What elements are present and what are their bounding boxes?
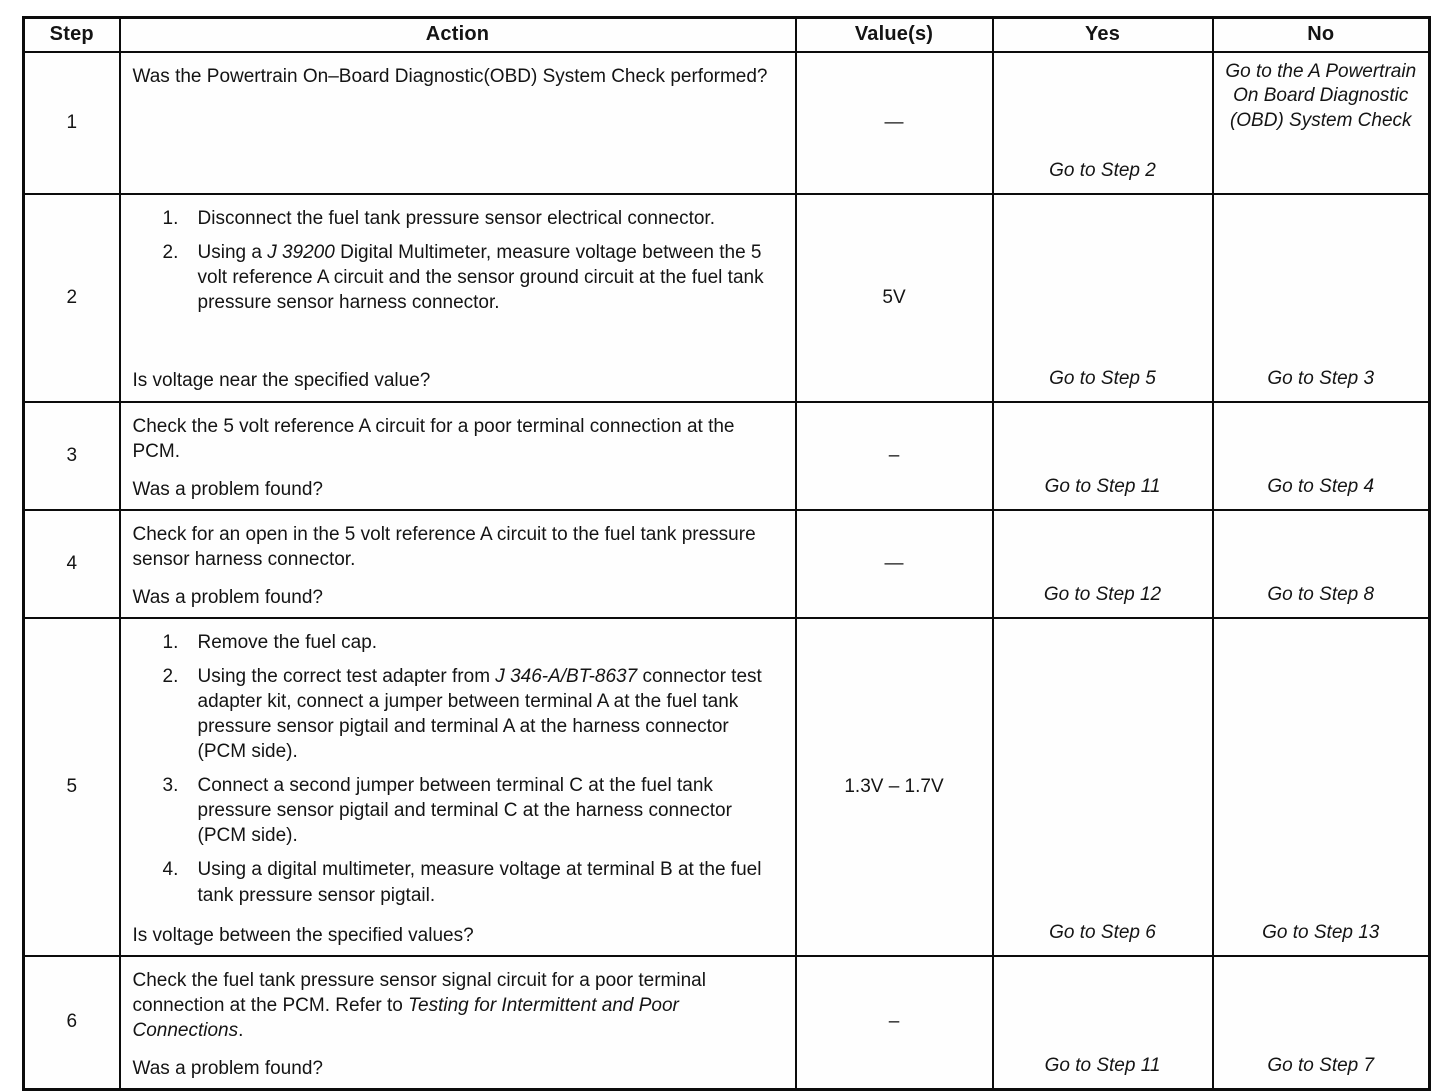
yes-cell: Go to Step 11 xyxy=(993,956,1213,1090)
action-cell xyxy=(120,510,796,618)
step-number-cell: 3 xyxy=(24,402,120,510)
yes-cell: Go to Step 5 xyxy=(993,194,1213,402)
no-cell: Go to Step 13 xyxy=(1213,618,1430,956)
step-number-cell: 6 xyxy=(24,956,120,1090)
step-row xyxy=(24,194,1430,402)
action-paragraph xyxy=(133,414,781,464)
step-number-cell: 5 xyxy=(24,618,120,956)
page xyxy=(22,16,1432,1091)
step-row xyxy=(24,510,1430,618)
list-item-text xyxy=(198,857,781,907)
step-row xyxy=(24,402,1430,510)
action-question: Was a problem found? xyxy=(132,478,323,500)
action-cell xyxy=(120,402,796,510)
value-cell: — xyxy=(796,52,993,194)
yes-cell: Go to Step 11 xyxy=(993,402,1213,510)
value-cell: 1.3V – 1.7V xyxy=(796,618,993,956)
column-header-step: Step xyxy=(24,18,120,52)
text: connector test adapter kit, connect a jumper between terminal A at the fuel tank pressure sensor pigtail and terminal A at the harness connector (PCM side). xyxy=(197,665,762,763)
list-item-text xyxy=(198,630,781,655)
step-number-cell: 2 xyxy=(24,194,120,402)
action-cell xyxy=(120,956,796,1090)
list-item-text xyxy=(198,240,781,315)
no-cell: Go to Step 7 xyxy=(1213,956,1430,1090)
text: Digital Multimeter, measure voltage between the 5 volt reference A circuit and the sensor ground circuit at the fuel tank pressure sensor harness connector. xyxy=(197,241,764,313)
list-item-text xyxy=(198,773,781,848)
action-cell xyxy=(120,52,796,194)
text: Remove the fuel cap. xyxy=(197,631,378,653)
value-cell: – xyxy=(796,956,993,1090)
text: Disconnect the fuel tank pressure sensor electrical connector. xyxy=(197,207,715,229)
column-header-no: No xyxy=(1213,18,1430,52)
list-item xyxy=(163,630,781,655)
no-cell: Go to Step 4 xyxy=(1213,402,1430,510)
italic-text: J 346-A/BT-8637 xyxy=(495,665,638,687)
list-item-number: 1. xyxy=(162,207,179,229)
action-paragraph xyxy=(133,968,781,1043)
text: Using the correct test adapter from xyxy=(197,665,496,687)
column-header-yes: Yes xyxy=(993,18,1213,52)
action-paragraph xyxy=(133,64,781,89)
action-cell xyxy=(120,618,796,956)
list-item-number: 1. xyxy=(162,631,179,653)
list-item xyxy=(163,664,781,764)
text: Check the fuel tank pressure sensor signal circuit for a poor terminal connection at the PCM. Refer to xyxy=(132,969,706,1016)
action-numbered-list xyxy=(163,206,781,315)
text: Connect a second jumper between terminal C at the fuel tank pressure sensor pigtail and terminal C at the harness connector (PCM side). xyxy=(197,775,732,847)
diagnostic-table xyxy=(22,16,1431,1091)
value-cell: 5V xyxy=(796,194,993,402)
no-cell: Go to the A Powertrain On Board Diagnostic (OBD) System Check xyxy=(1213,52,1430,194)
step-row xyxy=(24,956,1430,1090)
step-number-cell: 4 xyxy=(24,510,120,618)
list-item-number: 3. xyxy=(162,775,179,797)
action-question: Is voltage near the specified value? xyxy=(132,370,431,392)
step-row xyxy=(24,52,1430,194)
list-item-text xyxy=(198,206,781,231)
action-paragraph xyxy=(133,522,781,572)
yes-cell: Go to Step 2 xyxy=(993,52,1213,194)
yes-cell: Go to Step 6 xyxy=(993,618,1213,956)
list-item-text xyxy=(198,664,781,764)
action-question: Was a problem found? xyxy=(132,1057,323,1079)
list-item xyxy=(163,240,781,315)
column-header-values: Value(s) xyxy=(796,18,993,52)
list-item-number: 2. xyxy=(162,241,179,263)
text: Check for an open in the 5 volt reference A circuit to the fuel tank pressure sensor harness connector. xyxy=(132,523,756,570)
action-cell xyxy=(120,194,796,402)
no-cell: Go to Step 3 xyxy=(1213,194,1430,402)
step-number-cell: 1 xyxy=(24,52,120,194)
list-item xyxy=(163,773,781,848)
no-cell: Go to Step 8 xyxy=(1213,510,1430,618)
list-item-number: 4. xyxy=(162,859,179,881)
list-item xyxy=(163,857,781,907)
italic-text: Testing for Intermittent and Poor Connections xyxy=(132,994,679,1041)
action-numbered-list xyxy=(163,630,781,908)
text: Was the Powertrain On–Board Diagnostic(OBD) System Check performed? xyxy=(132,65,768,87)
value-cell: — xyxy=(796,510,993,618)
text: Using a digital multimeter, measure voltage at terminal B at the fuel tank pressure sensor pigtail. xyxy=(197,859,762,906)
action-question: Is voltage between the specified values? xyxy=(132,924,474,946)
list-item-number: 2. xyxy=(162,665,179,687)
step-row xyxy=(24,618,1430,956)
value-cell: – xyxy=(796,402,993,510)
action-question: Was a problem found? xyxy=(132,586,323,608)
italic-text: J 39200 xyxy=(267,241,335,263)
column-header-action: Action xyxy=(120,18,796,52)
yes-cell: Go to Step 12 xyxy=(993,510,1213,618)
text: Using a xyxy=(197,241,268,263)
list-item xyxy=(163,206,781,231)
text: Check the 5 volt reference A circuit for a poor terminal connection at the PCM. xyxy=(132,415,735,462)
table-header-row xyxy=(24,18,1430,52)
text: . xyxy=(238,1019,244,1041)
